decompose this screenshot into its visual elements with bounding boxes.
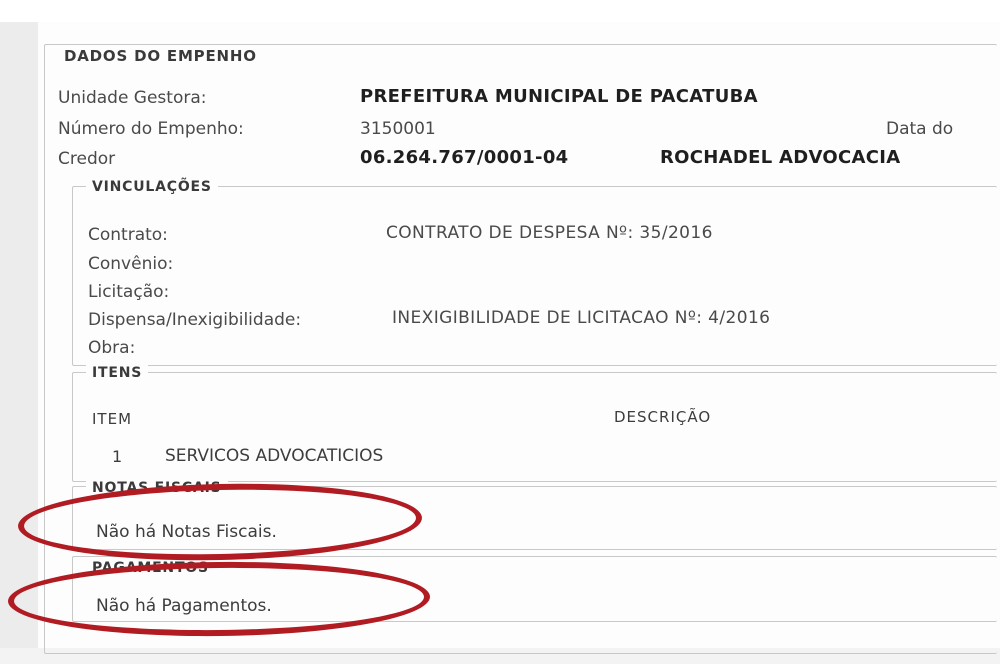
contrato-value: CONTRATO DE DESPESA Nº: 35/2016 xyxy=(386,223,713,243)
contrato-label: Contrato: xyxy=(88,225,168,245)
unidade-gestora-label: Unidade Gestora: xyxy=(58,88,207,108)
convenio-label: Convênio: xyxy=(88,254,174,274)
table-row-item-descricao: SERVICOS ADVOCATICIOS xyxy=(165,446,384,466)
vinculacoes-title: VINCULAÇÕES xyxy=(86,179,218,195)
itens-column-header-item: ITEM xyxy=(92,410,133,428)
itens-column-header-descricao: DESCRIÇÃO xyxy=(614,408,712,426)
numero-do-empenho-label: Número do Empenho: xyxy=(58,119,244,139)
unidade-gestora-value: PREFEITURA MUNICIPAL DE PACATUBA xyxy=(360,86,758,107)
page-left-margin xyxy=(0,0,38,664)
page-top-margin xyxy=(0,0,1000,22)
itens-title: ITENS xyxy=(86,365,148,381)
dispensa-inexigibilidade-value: INEXIGIBILIDADE DE LICITACAO Nº: 4/2016 xyxy=(392,308,771,328)
notas-fiscais-title: NOTAS FISCAIS xyxy=(86,480,228,496)
credor-cnpj-value: 06.264.767/0001-04 xyxy=(360,147,569,168)
credor-nome-value: ROCHADEL ADVOCACIA xyxy=(660,147,901,168)
pagamentos-empty-message: Não há Pagamentos. xyxy=(96,596,272,616)
pagamentos-title: PAGAMENTOS xyxy=(86,560,215,576)
numero-do-empenho-value: 3150001 xyxy=(360,119,436,139)
notas-fiscais-empty-message: Não há Notas Fiscais. xyxy=(96,522,277,542)
licitacao-label: Licitação: xyxy=(88,282,170,302)
dados-do-empenho-title: DADOS DO EMPENHO xyxy=(58,47,263,65)
obra-label: Obra: xyxy=(88,338,136,358)
data-do-label: Data do xyxy=(886,119,954,139)
vinculacoes-section xyxy=(72,186,997,366)
dispensa-inexigibilidade-label: Dispensa/Inexigibilidade: xyxy=(88,310,302,330)
table-row-item-number: 1 xyxy=(112,447,123,466)
credor-label: Credor xyxy=(58,149,116,169)
